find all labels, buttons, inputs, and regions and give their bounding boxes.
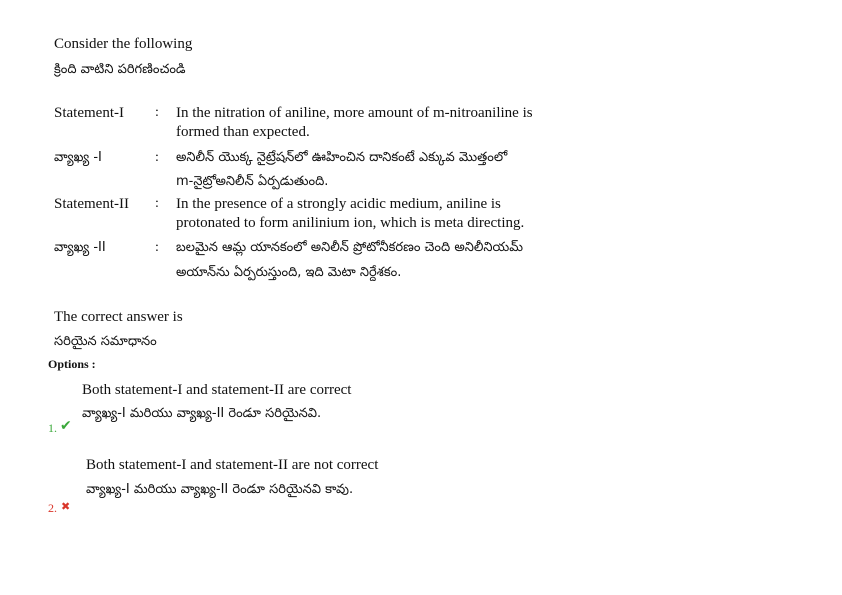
option-1-text-te: వ్యాఖ్య-I మరియు వ్యాఖ్య-II రెండూ సరియైనవి. bbox=[82, 406, 322, 421]
statement-2-text-en-line-2: protonated to form anilinium ion, which is meta directing. bbox=[176, 215, 525, 231]
option-1-number: 1. bbox=[48, 421, 57, 435]
statement-2-text-en-line-1: In the presence of a strongly acidic medium, aniline is bbox=[176, 196, 501, 212]
statement-2-label-te: వ్యాఖ్య -II bbox=[54, 240, 106, 255]
question-intro-en: Consider the following bbox=[54, 36, 193, 52]
statement-2-text-te-line-1: బలమైన ఆమ్ల యానకంలో అనిలీన్ ప్రోటోనీకరణం చెంది అనిలీనియమ్ bbox=[176, 240, 523, 255]
statement-2-text-te-line-2: అయాన్‌ను ఏర్పరుస్తుంది, ఇది మెటా నిర్దేశకం. bbox=[176, 265, 402, 280]
option-2-text-te: వ్యాఖ్య-I మరియు వ్యాఖ్య-II రెండూ సరియైనవి కావు. bbox=[86, 482, 354, 497]
statement-1-text-en-line-2: formed than expected. bbox=[176, 124, 310, 140]
option-2-number: 2. bbox=[48, 501, 57, 515]
statement-1-text-te-line-1: అనిలీన్ యొక్క నైట్రేషన్‌లో ఊహించిన దానికంటే ఎక్కువ మొత్తంలో bbox=[176, 150, 508, 165]
answer-prompt-en: The correct answer is bbox=[54, 309, 183, 325]
statement-1-text-te-line-2: m-నైట్రోఅనిలీన్ ఏర్పడుతుంది. bbox=[176, 174, 329, 189]
statement-2-colon-te: : bbox=[155, 240, 159, 255]
answer-prompt-te: సరియైన సమాధానం bbox=[54, 334, 157, 349]
check-icon: ✔ bbox=[60, 418, 72, 434]
statement-2-colon-en: : bbox=[155, 196, 159, 211]
statement-1-label-te: వ్యాఖ్య -I bbox=[54, 150, 102, 165]
statement-2-label-en: Statement-II bbox=[54, 196, 129, 212]
statement-1-colon-te: : bbox=[155, 150, 159, 165]
statement-1-text-en-line-1: In the nitration of aniline, more amount of m-nitroaniline is bbox=[176, 105, 533, 121]
option-2-text-en: Both statement-I and statement-II are not correct bbox=[86, 457, 379, 473]
statement-1-colon-en: : bbox=[155, 105, 159, 120]
question-intro-te: క్రింది వాటిని పరిగణించండి bbox=[54, 62, 186, 77]
statement-1-label-en: Statement-I bbox=[54, 105, 124, 121]
option-1-text-en: Both statement-I and statement-II are correct bbox=[82, 382, 352, 398]
options-heading: Options : bbox=[48, 357, 96, 371]
cross-icon: ✖ bbox=[61, 500, 71, 513]
